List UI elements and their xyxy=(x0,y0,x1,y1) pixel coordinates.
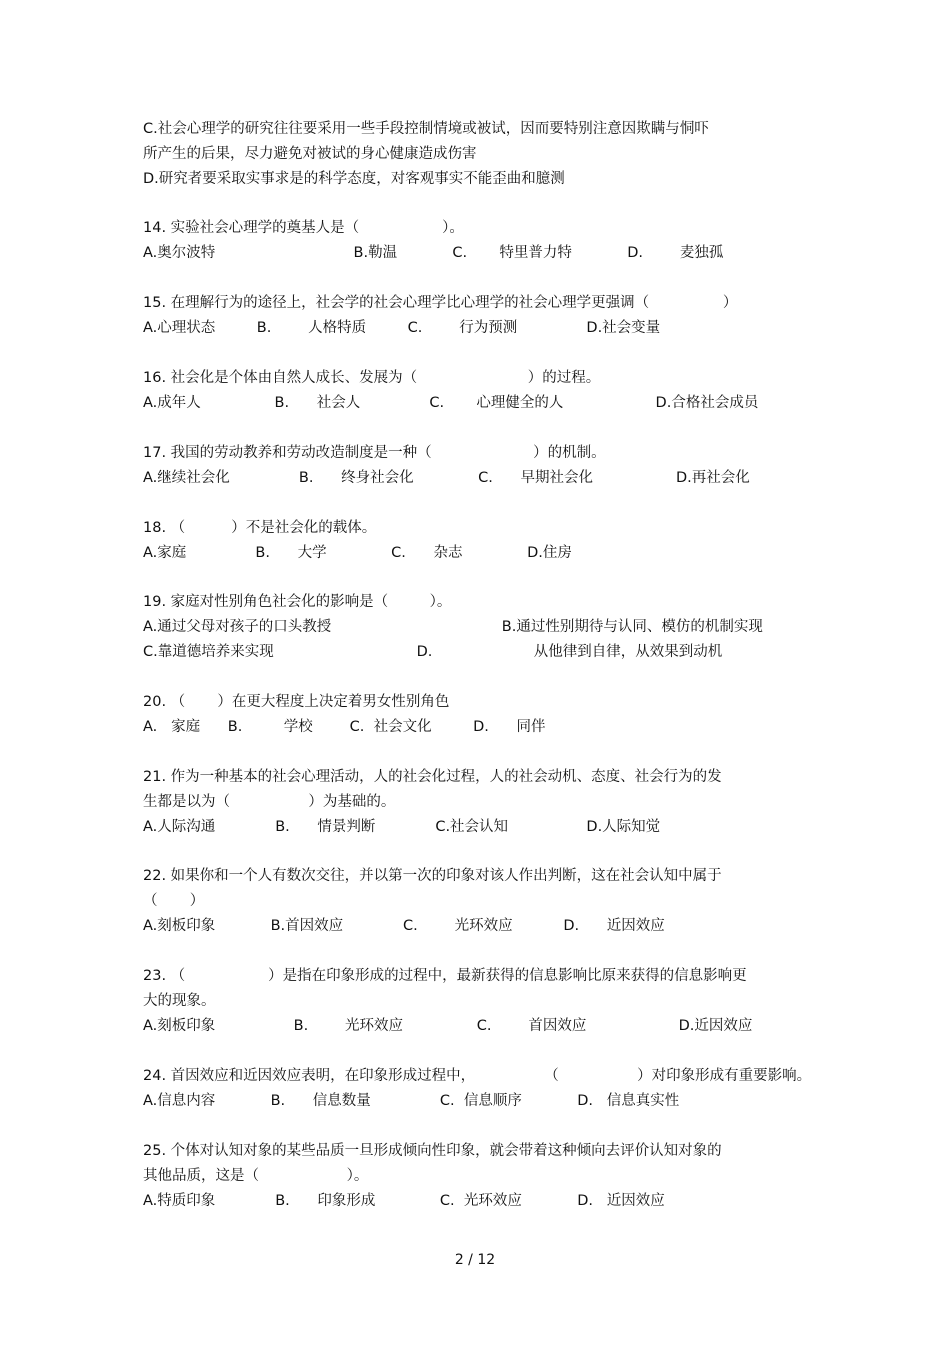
question-24: 24. 首因效应和近因效应表明，在印象形成过程中， （ ）对印象形成有重要影响。 xyxy=(143,1068,812,1084)
question-23-line-2: 大的现象。 xyxy=(143,993,216,1009)
option-c-line-2: 所产生的后果，尽力避免对被试的身心健康造成伤害 xyxy=(143,146,477,162)
question-25-line-1: 25. 个体对认知对象的某些品质一旦形成倾向性印象，就会带着这种倾向去评价认知对象的 xyxy=(143,1143,722,1159)
question-17-options: A.继续社会化 B. 终身社会化 C. 早期社会化 D.再社会化 xyxy=(143,470,750,486)
question-19-options-ab: A.通过父母对孩子的口头教授 B.通过性别期待与认同、模仿的机制实现 xyxy=(143,619,763,635)
question-21-line-2: 生都是以为（ ）为基础的。 xyxy=(143,794,396,810)
question-19: 19. 家庭对性别角色社会化的影响是（ ）。 xyxy=(143,594,452,610)
option-d-line: D.研究者要采取实事求是的科学态度，对客观事实不能歪曲和臆测 xyxy=(143,171,565,187)
question-17: 17. 我国的劳动教养和劳动改造制度是一种（ ）的机制。 xyxy=(143,445,606,461)
question-16-options: A.成年人 B. 社会人 C. 心理健全的人 D.合格社会成员 xyxy=(143,395,759,411)
question-25-options: A.特质印象 B. 印象形成 C. 光环效应 D. 近因效应 xyxy=(143,1193,665,1209)
question-21-options: A.人际沟通 B. 情景判断 C.社会认知 D.人际知觉 xyxy=(143,819,661,835)
question-18: 18. （ ）不是社会化的载体。 xyxy=(143,520,377,536)
question-23-line-1: 23. （ ）是指在印象形成的过程中，最新获得的信息影响比原来获得的信息影响更 xyxy=(143,968,747,984)
question-15-options: A.心理状态 B. 人格特质 C. 行为预测 D.社会变量 xyxy=(143,320,661,336)
question-14-options: A.奥尔波特 B.勒温 C. 特里普力特 D. 麦独孤 xyxy=(143,245,724,261)
question-25-line-2: 其他品质，这是（ ）。 xyxy=(143,1168,369,1184)
question-14: 14. 实验社会心理学的奠基人是（ ）。 xyxy=(143,220,464,236)
question-23-options: A.刻板印象 B. 光环效应 C. 首因效应 D.近因效应 xyxy=(143,1018,753,1034)
question-20-options: A. 家庭 B. 学校 C. 社会文化 D. 同伴 xyxy=(143,719,546,735)
question-22-options: A.刻板印象 B.首因效应 C. 光环效应 D. 近因效应 xyxy=(143,918,665,934)
option-c-line-1: C.社会心理学的研究往往要采用一些手段控制情境或被试，因而要特别注意因欺瞒与恫吓 xyxy=(143,121,709,137)
question-15: 15. 在理解行为的途径上，社会学的社会心理学比心理学的社会心理学更强调（ ） xyxy=(143,295,738,311)
question-19-options-cd: C.靠道德培养来实现 D. 从他律到自律，从效果到动机 xyxy=(143,644,723,660)
question-21-line-1: 21. 作为一种基本的社会心理活动，人的社会化过程，人的社会动机、态度、社会行为的发 xyxy=(143,769,722,785)
question-16: 16. 社会化是个体由自然人成长、发展为（ ）的过程。 xyxy=(143,370,601,386)
question-22-line-2: （ ） xyxy=(143,893,205,909)
question-24-options: A.信息内容 B. 信息数量 C. 信息顺序 D. 信息真实性 xyxy=(143,1093,680,1109)
question-20: 20. （ ）在更大程度上决定着男女性别角色 xyxy=(143,694,450,710)
page-number: 2 / 12 xyxy=(454,1252,496,1268)
question-18-options: A.家庭 B. 大学 C. 杂志 D.住房 xyxy=(143,545,572,561)
question-22-line-1: 22. 如果你和一个人有数次交往，并以第一次的印象对该人作出判断，这在社会认知中属于 xyxy=(143,868,722,884)
